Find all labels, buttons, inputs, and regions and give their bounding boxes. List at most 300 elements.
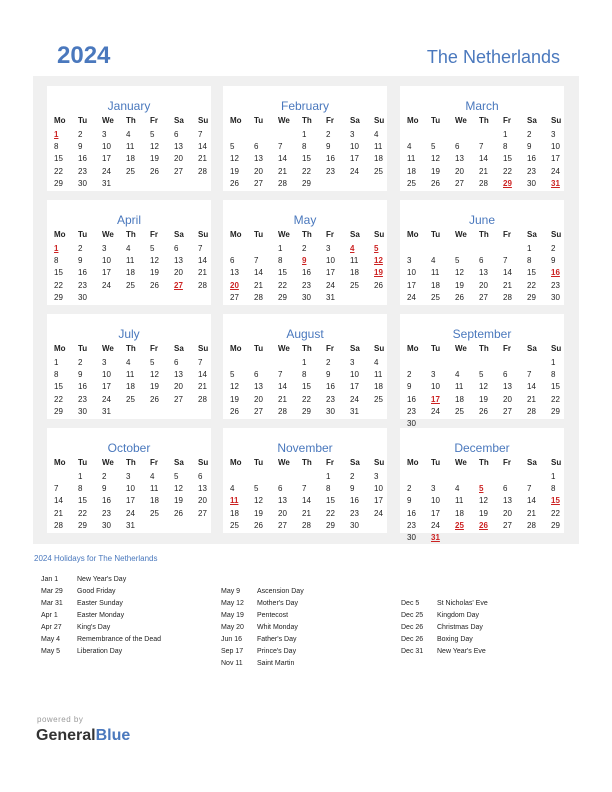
day-cell: 5 [230, 142, 235, 152]
holiday-date: Mar 31 [41, 599, 63, 607]
month-name: September [452, 327, 512, 341]
holiday-date: Nov 11 [221, 659, 243, 667]
day-cell: 16 [78, 382, 87, 392]
day-cell: 27 [479, 292, 488, 302]
holiday-name: St Nicholas' Eve [437, 599, 488, 607]
day-cell: 10 [102, 142, 111, 152]
day-cell: 2 [326, 358, 331, 367]
empty-day-cell [278, 129, 302, 141]
day-cell: 21 [503, 280, 512, 290]
day-cell: 21 [278, 394, 287, 404]
day-cell: 6 [455, 142, 460, 152]
day-cell: 22 [503, 166, 512, 176]
empty-day-cell [503, 357, 527, 369]
day-cell: 17 [350, 154, 359, 164]
holiday-name: Father's Day [257, 635, 297, 643]
holiday-day-cell: 17 [431, 394, 440, 404]
day-cell: 15 [278, 268, 287, 278]
holiday-row [41, 645, 161, 657]
weekday-label: Sa [350, 344, 360, 353]
day-cell: 1 [551, 472, 556, 481]
day-cell: 14 [198, 256, 207, 266]
holiday-name: Remembrance of the Dead [77, 635, 162, 643]
holiday-day-cell: 20 [230, 280, 239, 290]
weekday-label: Tu [254, 116, 264, 125]
weekday-label: Su [198, 230, 209, 239]
day-cell: 14 [198, 370, 207, 380]
weekday-label: Mo [407, 230, 419, 239]
empty-day-cell [503, 471, 527, 483]
holiday-name: New Year's Day [77, 575, 127, 583]
weekday-header [54, 116, 222, 129]
day-cell: 16 [407, 394, 416, 404]
holiday-day-cell: 4 [350, 244, 355, 253]
day-cell: 27 [278, 520, 287, 530]
day-cell: 2 [407, 370, 412, 380]
day-cell: 13 [174, 256, 183, 266]
weekday-label: Sa [174, 344, 184, 353]
day-cell: 12 [254, 496, 263, 506]
day-cell: 7 [54, 484, 59, 494]
day-cell: 4 [374, 358, 379, 367]
month-name: November [277, 441, 333, 455]
day-cell: 30 [326, 406, 335, 416]
weekday-label: Fr [503, 458, 511, 467]
weekday-header [230, 230, 398, 243]
day-cell: 13 [278, 496, 287, 506]
day-cell: 28 [198, 280, 207, 290]
day-cell: 29 [54, 292, 63, 302]
day-cell: 3 [102, 358, 107, 367]
day-cell: 24 [102, 394, 111, 404]
day-cell: 16 [302, 268, 311, 278]
day-cell: 22 [54, 280, 63, 290]
weekday-label: Fr [503, 344, 511, 353]
empty-day-cell [455, 129, 479, 141]
holiday-name: Good Friday [77, 587, 116, 595]
weekday-label: Th [479, 458, 489, 467]
day-cell: 3 [431, 370, 436, 380]
day-cell: 30 [407, 418, 416, 428]
weekday-label: Su [198, 344, 209, 353]
day-cell: 26 [455, 292, 464, 302]
day-cell: 6 [198, 472, 203, 481]
day-cell: 8 [503, 142, 508, 152]
holiday-list-column [41, 573, 161, 657]
empty-day-cell [407, 243, 431, 255]
day-cell: 17 [350, 382, 359, 392]
holiday-row [221, 621, 304, 633]
day-cell: 4 [455, 484, 460, 494]
holiday-day-cell: 9 [302, 256, 307, 266]
day-cell: 15 [302, 154, 311, 164]
weekday-label: Tu [431, 116, 441, 125]
day-cell: 23 [78, 394, 87, 404]
day-cell: 23 [350, 508, 359, 518]
holiday-name: New Year's Eve [437, 647, 486, 655]
holiday-name: Easter Monday [77, 611, 125, 619]
day-cell: 22 [551, 508, 560, 518]
day-cell: 29 [54, 178, 63, 188]
empty-day-cell [254, 129, 278, 141]
month-name: July [118, 327, 140, 341]
day-cell: 3 [431, 484, 436, 494]
weekday-label: We [278, 116, 290, 125]
day-cell: 29 [78, 520, 87, 530]
day-cell: 7 [527, 370, 532, 380]
day-cell: 3 [407, 256, 412, 266]
weekday-label: Th [302, 344, 312, 353]
weekday-label: Tu [431, 344, 441, 353]
weekday-label: Th [302, 116, 312, 125]
day-cell: 15 [54, 268, 63, 278]
day-cell: 2 [551, 244, 556, 253]
weekday-label: Fr [503, 116, 511, 125]
weekday-label: Mo [407, 116, 419, 125]
empty-day-cell [455, 357, 479, 369]
day-cell: 28 [503, 292, 512, 302]
day-cell: 5 [479, 370, 484, 380]
day-cell: 29 [278, 292, 287, 302]
weekday-label: We [102, 458, 114, 467]
weekday-header [407, 344, 575, 357]
day-cell: 5 [150, 130, 155, 139]
holiday-row [401, 633, 488, 645]
day-cell: 27 [230, 292, 239, 302]
holiday-date: Jan 1 [41, 575, 59, 583]
holiday-date: May 19 [221, 611, 244, 619]
day-cell: 28 [302, 520, 311, 530]
holiday-date: Dec 25 [401, 611, 424, 619]
day-cell: 7 [278, 142, 283, 152]
day-cell: 17 [431, 508, 440, 518]
day-cell: 17 [374, 496, 383, 506]
day-cell: 24 [350, 394, 359, 404]
holiday-row [221, 585, 304, 597]
empty-day-cell [479, 357, 503, 369]
day-cell: 24 [431, 520, 440, 530]
holiday-date: Apr 1 [41, 611, 58, 619]
calendar-panel [33, 76, 579, 544]
weekday-label: Fr [503, 230, 511, 239]
day-cell: 31 [350, 406, 359, 416]
day-grid [230, 129, 398, 190]
weekday-label: Sa [350, 230, 360, 239]
day-cell: 8 [326, 484, 331, 494]
day-cell: 26 [374, 280, 383, 290]
weekday-label: Tu [78, 230, 88, 239]
month-may [223, 200, 387, 305]
empty-day-cell [254, 471, 278, 483]
day-cell: 24 [126, 508, 135, 518]
day-cell: 25 [126, 166, 135, 176]
weekday-label: Fr [150, 344, 158, 353]
day-cell: 18 [407, 166, 416, 176]
day-cell: 9 [407, 496, 412, 506]
day-cell: 25 [230, 520, 239, 530]
weekday-label: We [102, 230, 114, 239]
holiday-date: Dec 26 [401, 623, 424, 631]
day-cell: 22 [302, 166, 311, 176]
day-cell: 15 [78, 496, 87, 506]
day-cell: 27 [455, 178, 464, 188]
day-cell: 30 [407, 532, 416, 542]
day-cell: 4 [374, 130, 379, 139]
brand-logo[interactable] [36, 727, 130, 745]
day-cell: 4 [126, 130, 131, 139]
day-cell: 31 [126, 520, 135, 530]
day-cell: 25 [126, 280, 135, 290]
day-cell: 6 [503, 484, 508, 494]
day-cell: 25 [150, 508, 159, 518]
day-cell: 10 [431, 496, 440, 506]
day-cell: 14 [527, 382, 536, 392]
day-cell: 30 [78, 178, 87, 188]
day-cell: 12 [479, 382, 488, 392]
holiday-row [401, 645, 488, 657]
day-cell: 13 [198, 484, 207, 494]
day-cell: 12 [230, 154, 239, 164]
day-cell: 29 [302, 406, 311, 416]
day-cell: 25 [126, 394, 135, 404]
holiday-name: King's Day [77, 623, 111, 631]
day-cell: 21 [254, 280, 263, 290]
day-cell: 27 [254, 178, 263, 188]
day-cell: 11 [126, 256, 135, 266]
day-cell: 1 [326, 472, 331, 481]
weekday-label: Su [198, 116, 209, 125]
day-cell: 7 [503, 256, 508, 266]
day-cell: 6 [174, 130, 179, 139]
holiday-date: Dec 31 [401, 647, 424, 655]
holiday-name: Ascension Day [257, 587, 304, 595]
day-cell: 17 [126, 496, 135, 506]
day-cell: 20 [174, 382, 183, 392]
weekday-label: Fr [150, 230, 158, 239]
empty-day-cell [230, 129, 254, 141]
day-cell: 8 [78, 484, 83, 494]
empty-day-cell [431, 471, 455, 483]
weekday-label: Sa [174, 116, 184, 125]
holiday-row [41, 621, 161, 633]
day-cell: 19 [254, 508, 263, 518]
brand-logo-general: General [36, 727, 96, 744]
day-cell: 17 [102, 382, 111, 392]
day-cell: 27 [174, 166, 183, 176]
weekday-label: Su [551, 116, 562, 125]
day-cell: 3 [374, 472, 379, 481]
day-cell: 26 [230, 178, 239, 188]
day-cell: 9 [527, 142, 532, 152]
day-cell: 1 [302, 358, 307, 367]
day-cell: 16 [527, 154, 536, 164]
holiday-row [221, 597, 304, 609]
weekday-header [54, 230, 222, 243]
day-cell: 8 [278, 256, 283, 266]
weekday-label: Th [126, 458, 136, 467]
day-cell: 28 [278, 406, 287, 416]
day-cell: 11 [126, 370, 135, 380]
day-cell: 23 [407, 520, 416, 530]
day-cell: 5 [254, 484, 259, 494]
empty-day-cell [455, 471, 479, 483]
holiday-date: May 20 [221, 623, 244, 631]
empty-day-cell [278, 357, 302, 369]
day-cell: 18 [374, 154, 383, 164]
day-cell: 18 [126, 154, 135, 164]
weekday-label: Sa [527, 116, 537, 125]
day-cell: 17 [551, 154, 560, 164]
day-cell: 16 [407, 508, 416, 518]
day-cell: 23 [527, 166, 536, 176]
day-cell: 20 [503, 394, 512, 404]
empty-day-cell [230, 357, 254, 369]
day-cell: 13 [254, 382, 263, 392]
weekday-label: Fr [326, 116, 334, 125]
holiday-row [221, 633, 304, 645]
day-cell: 12 [150, 142, 159, 152]
holiday-day-cell: 27 [174, 280, 183, 290]
weekday-label: We [455, 230, 467, 239]
day-cell: 5 [455, 256, 460, 266]
empty-day-cell [302, 471, 326, 483]
empty-day-cell [527, 357, 551, 369]
day-cell: 19 [150, 154, 159, 164]
day-cell: 8 [527, 256, 532, 266]
day-cell: 18 [455, 508, 464, 518]
weekday-header [230, 344, 398, 357]
day-cell: 28 [54, 520, 63, 530]
weekday-label: We [278, 230, 290, 239]
weekday-label: We [455, 116, 467, 125]
day-cell: 12 [150, 256, 159, 266]
day-cell: 25 [374, 394, 383, 404]
day-cell: 2 [350, 472, 355, 481]
day-cell: 7 [479, 142, 484, 152]
empty-day-cell [230, 471, 254, 483]
weekday-label: Th [126, 116, 136, 125]
empty-day-cell [254, 357, 278, 369]
day-cell: 10 [102, 370, 111, 380]
empty-day-cell [54, 471, 78, 483]
day-cell: 11 [455, 382, 464, 392]
day-cell: 8 [551, 370, 556, 380]
weekday-label: Tu [431, 458, 441, 467]
holiday-name: Boxing Day [437, 635, 473, 643]
weekday-label: Th [479, 116, 489, 125]
weekday-label: Mo [407, 458, 419, 467]
day-cell: 17 [326, 268, 335, 278]
weekday-label: Su [551, 230, 562, 239]
holiday-day-cell: 5 [374, 244, 379, 253]
holiday-day-cell: 19 [374, 268, 383, 278]
day-cell: 30 [350, 520, 359, 530]
day-cell: 13 [503, 496, 512, 506]
day-cell: 3 [102, 244, 107, 253]
month-name: May [293, 213, 317, 227]
day-cell: 14 [278, 382, 287, 392]
day-cell: 4 [126, 244, 131, 253]
weekday-label: Th [302, 458, 312, 467]
weekday-label: Th [302, 230, 312, 239]
day-cell: 9 [78, 370, 83, 380]
month-name: August [286, 327, 324, 341]
day-cell: 24 [102, 166, 111, 176]
holiday-date: Mar 29 [41, 587, 63, 595]
holiday-list-column [401, 597, 488, 657]
holiday-date: May 5 [41, 647, 61, 655]
holiday-name: Christmas Day [437, 623, 483, 631]
weekday-label: We [102, 344, 114, 353]
day-cell: 11 [126, 142, 135, 152]
day-cell: 8 [54, 256, 59, 266]
weekday-label: Su [374, 458, 385, 467]
weekday-label: Su [374, 230, 385, 239]
day-cell: 9 [78, 256, 83, 266]
month-september [400, 314, 564, 428]
day-cell: 20 [174, 268, 183, 278]
weekday-label: Mo [54, 458, 66, 467]
month-january [47, 86, 211, 191]
holiday-row [221, 657, 304, 669]
day-cell: 28 [254, 292, 263, 302]
day-cell: 10 [407, 268, 416, 278]
day-cell: 14 [302, 496, 311, 506]
day-cell: 19 [150, 268, 159, 278]
day-cell: 20 [278, 508, 287, 518]
weekday-label: Th [479, 230, 489, 239]
month-july [47, 314, 211, 419]
day-cell: 28 [479, 178, 488, 188]
weekday-label: Mo [54, 344, 66, 353]
day-cell: 19 [230, 394, 239, 404]
day-grid [407, 129, 575, 190]
day-cell: 29 [326, 520, 335, 530]
month-name: February [280, 99, 330, 113]
weekday-label: Th [126, 230, 136, 239]
day-cell: 25 [350, 280, 359, 290]
day-grid [230, 243, 398, 304]
day-cell: 6 [230, 256, 235, 266]
day-cell: 31 [102, 406, 111, 416]
day-cell: 4 [126, 358, 131, 367]
day-cell: 23 [326, 394, 335, 404]
day-cell: 26 [150, 166, 159, 176]
holiday-day-cell: 26 [479, 520, 488, 530]
day-cell: 30 [551, 292, 560, 302]
day-cell: 31 [102, 178, 111, 188]
weekday-label: Su [374, 116, 385, 125]
day-cell: 14 [278, 154, 287, 164]
day-cell: 6 [278, 484, 283, 494]
weekday-label: Tu [254, 344, 264, 353]
weekday-label: We [278, 458, 290, 467]
holiday-row [41, 573, 161, 585]
day-cell: 30 [302, 292, 311, 302]
day-cell: 11 [350, 256, 359, 266]
weekday-header [407, 458, 575, 471]
day-grid [54, 243, 222, 304]
day-cell: 21 [198, 268, 207, 278]
day-cell: 7 [198, 358, 203, 367]
holiday-date: Jun 16 [221, 635, 243, 643]
day-cell: 21 [198, 382, 207, 392]
day-cell: 3 [350, 358, 355, 367]
empty-day-cell [407, 357, 431, 369]
day-cell: 19 [479, 508, 488, 518]
day-cell: 8 [54, 142, 59, 152]
day-cell: 18 [230, 508, 239, 518]
